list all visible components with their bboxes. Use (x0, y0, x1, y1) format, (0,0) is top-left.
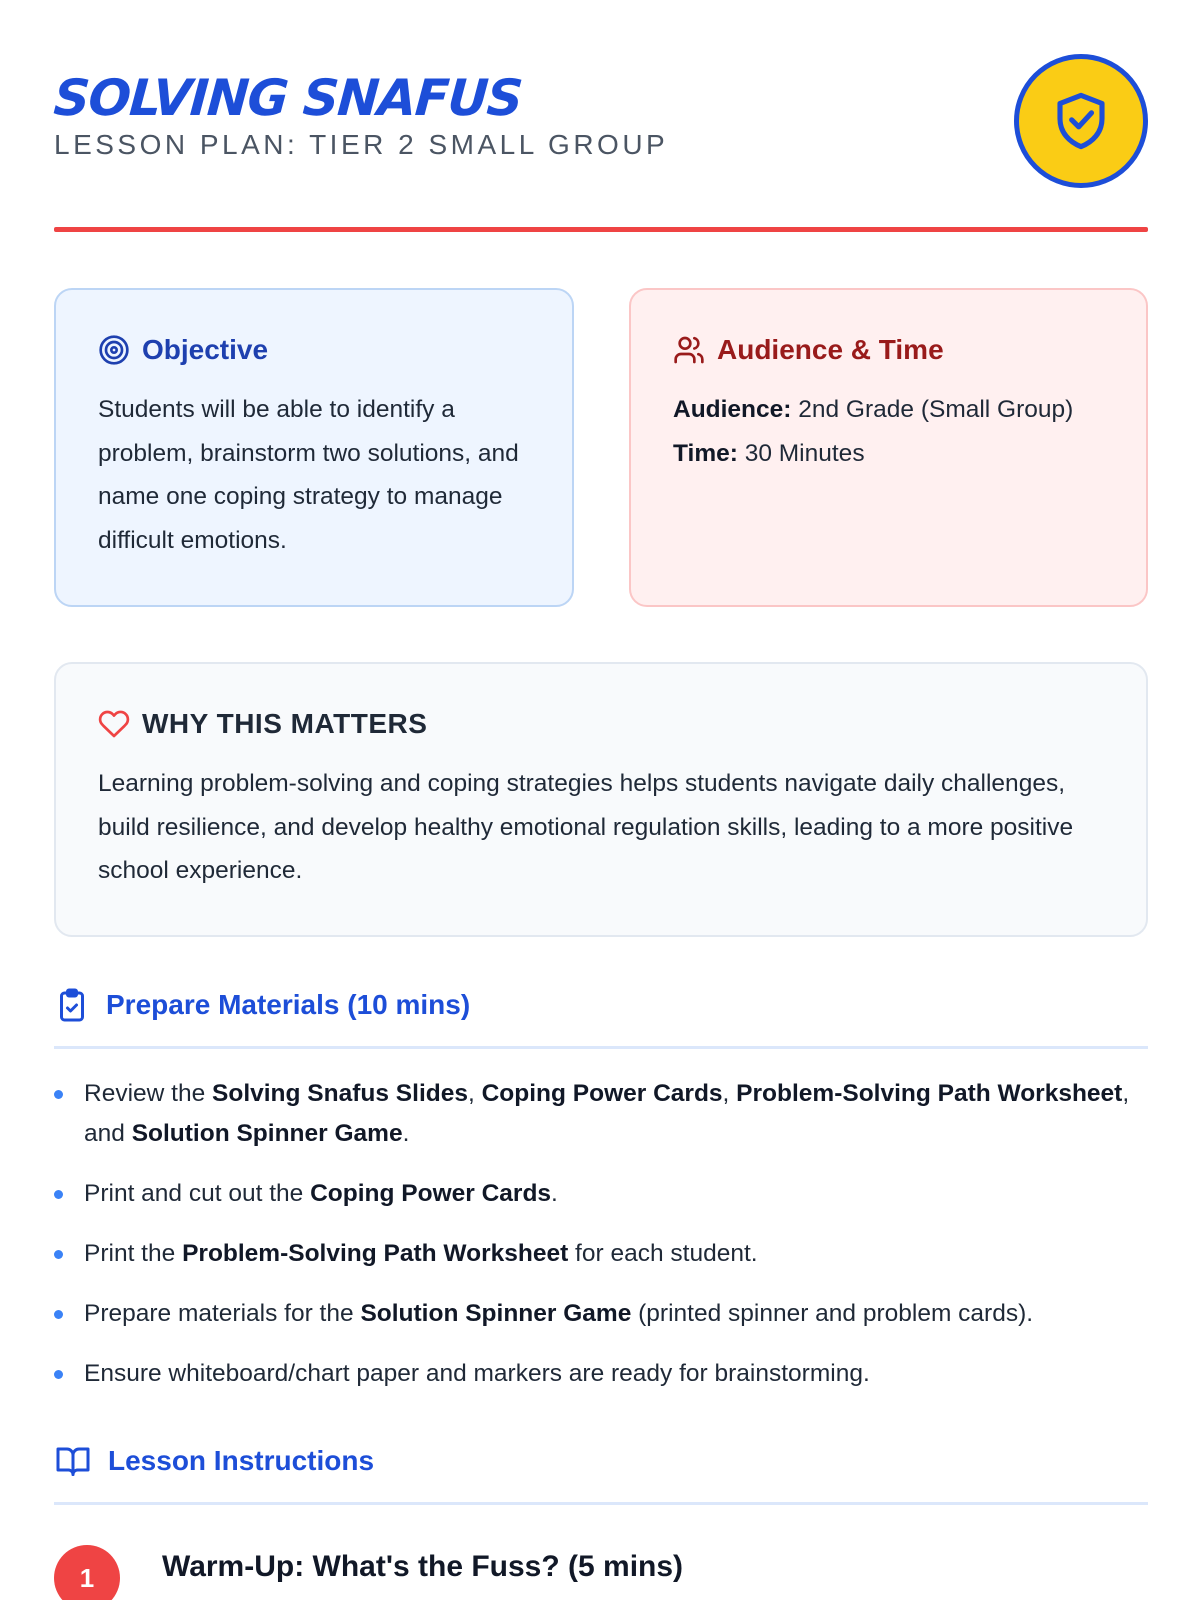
page-subtitle: LESSON PLAN: TIER 2 SMALL GROUP (54, 129, 669, 160)
shield-check-icon (1053, 90, 1109, 152)
audience-label: Audience: (673, 396, 792, 423)
objective-card (54, 288, 574, 607)
audience-line (673, 388, 1104, 432)
why-text: Learning problem-solving and coping strategies helps students navigate daily challenges, build resilience, and develop healthy emotional regulation skills, leading to a more positive school experience. (98, 770, 1074, 884)
list-item (54, 1234, 1154, 1274)
time-label: Time: (673, 439, 738, 467)
objective-heading-row (98, 330, 530, 370)
prepare-materials-list (54, 1074, 1154, 1414)
audience-heading-row (673, 330, 1104, 370)
clipboard-check-icon (54, 986, 90, 1024)
bold-text: Solution Spinner Game (360, 1300, 632, 1327)
bold-text: Coping Power Cards (481, 1080, 723, 1107)
list-text: , and (84, 1080, 1130, 1147)
header-divider (54, 227, 1148, 232)
list-item (54, 1174, 1154, 1214)
list-text: Print and cut out the (84, 1180, 311, 1207)
list-text: . (551, 1180, 558, 1207)
bold-text: Solving Snafus Slides (212, 1080, 468, 1107)
list-text: Print the (84, 1240, 183, 1267)
audience-heading: Audience & Time (717, 334, 944, 365)
list-text: , (467, 1080, 482, 1107)
objective-heading: Objective (142, 334, 269, 365)
instruction-step (54, 1545, 1148, 1600)
list-item (54, 1074, 1154, 1154)
lesson-instructions-heading (54, 1433, 1148, 1505)
list-text: , (722, 1080, 737, 1107)
audience-time-card (629, 288, 1148, 607)
why-heading: WHY THIS MATTERS (142, 708, 428, 739)
list-text: . (402, 1120, 410, 1147)
page-header (51, 60, 1148, 200)
heart-icon (98, 708, 130, 740)
bold-text: Solution Spinner Game (131, 1120, 403, 1147)
list-text: Review the (84, 1080, 213, 1107)
prepare-materials-heading (54, 977, 1148, 1049)
why-this-matters-card (54, 662, 1148, 937)
target-icon (98, 334, 130, 366)
time-line (673, 432, 1104, 476)
book-open-icon (54, 1443, 92, 1479)
objective-text: Students will be able to identify a problem, brainstorm two solutions, and name one coping strategy to manage difficult emotions. (98, 396, 519, 554)
list-text: Ensure whiteboard/chart paper and markers are ready for brainstorming. (84, 1360, 870, 1387)
bold-text: Problem-Solving Path Worksheet (736, 1080, 1123, 1107)
list-item (54, 1354, 1154, 1394)
bold-text: Coping Power Cards (310, 1180, 552, 1207)
list-text: Prepare materials for the (84, 1300, 361, 1327)
list-item (54, 1294, 1154, 1334)
bold-text: Problem-Solving Path Worksheet (182, 1240, 569, 1267)
prepare-materials-title: Prepare Materials (10 mins) (106, 988, 471, 1020)
list-text: (printed spinner and problem cards). (631, 1300, 1034, 1327)
step-number-badge: 1 (54, 1545, 120, 1600)
time-value: 30 Minutes (744, 439, 865, 467)
list-text: for each student. (568, 1240, 758, 1267)
audience-value: 2nd Grade (Small Group) (798, 396, 1074, 423)
shield-badge (1014, 54, 1148, 188)
users-icon (673, 334, 705, 366)
lesson-instructions-title: Lesson Instructions (108, 1444, 375, 1476)
page-title: SOLVING SNAFUS (51, 69, 524, 127)
why-heading-row (98, 704, 1104, 744)
step-title: Warm-Up: What's the Fuss? (5 mins) (162, 1550, 684, 1583)
